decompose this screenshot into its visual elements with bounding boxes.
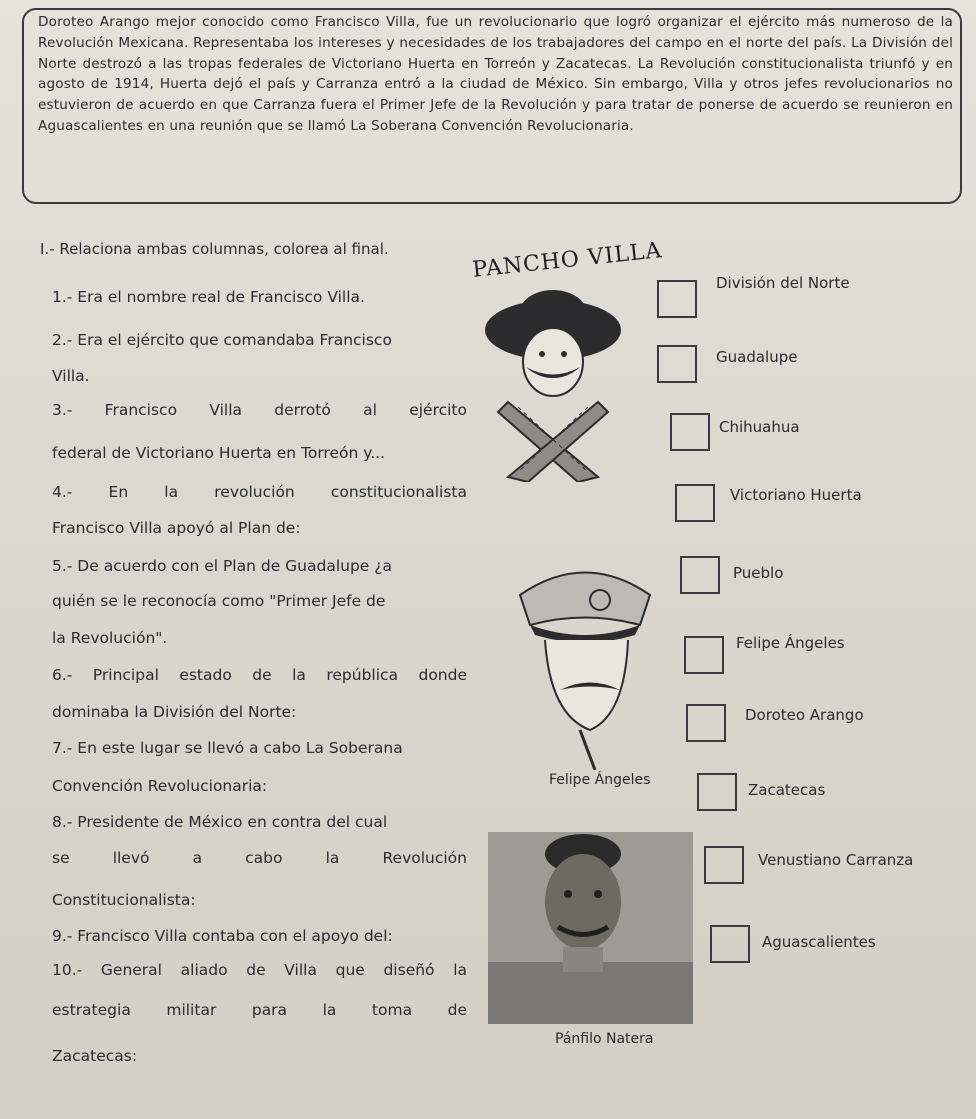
question-8-line-2: se llevó a cabo la Revolución — [52, 849, 467, 867]
question-5-line-3: la Revolución". — [52, 629, 168, 647]
answer-label-4: Victoriano Huerta — [730, 486, 862, 504]
question-7-line-1: 7.- En este lugar se llevó a cabo La Soberana — [52, 739, 403, 757]
answer-box-2[interactable] — [657, 345, 697, 383]
answer-box-6[interactable] — [684, 636, 724, 674]
question-2-line-1: 2.- Era el ejército que comandaba Francisco — [52, 331, 392, 349]
question-2-line-2: Villa. — [52, 367, 90, 385]
angeles-caption: Felipe Ángeles — [549, 772, 651, 788]
answer-label-10: Aguascalientes — [762, 933, 876, 951]
question-9: 9.- Francisco Villa contaba con el apoyo del: — [52, 927, 393, 945]
answer-box-1[interactable] — [657, 280, 697, 318]
intro-paragraph: Doroteo Arango mejor conocido como Francisco Villa, fue un revolucionario que logró organizar el ejército más numeroso de la Revolución Mexicana. Representaba los intereses y necesidades de los trabajadores del campo en el norte del país. La División del Norte destrozó a las tropas federales de Victoriano Huerta en Torreón y Zacatecas. La Revolución constitucionalista triunfó y en agosto de 1914, Huerta dejó el país y Carranza entró a la ciudad de México. Sin embargo, Villa y otros jefes revolucionarios no estuvieron de acuerdo en que Carranza fuera el Primer Jefe de la Revolución y para tratar de ponerse de acuerdo se reunieron en Aguascalientes en una reunión que se llamó La Soberana Convención Revolucionaria. — [38, 14, 953, 134]
question-3-line-2: federal de Victoriano Huerta en Torreón y... — [52, 444, 385, 462]
question-6-line-1: 6.- Principal estado de la república donde — [52, 666, 467, 684]
answer-box-8[interactable] — [697, 773, 737, 811]
felipe-angeles-portrait — [500, 555, 670, 770]
question-7-line-2: Convención Revolucionaria: — [52, 777, 268, 795]
answer-label-3: Chihuahua — [719, 418, 800, 436]
pancho-villa-portrait — [478, 282, 628, 482]
question-5-line-1: 5.- De acuerdo con el Plan de Guadalupe ¿a — [52, 557, 392, 575]
question-4-line-1: 4.- En la revolución constitucionalista — [52, 483, 467, 501]
question-10-line-2: estrategia militar para la toma de — [52, 1001, 467, 1019]
question-4-line-2: Francisco Villa apoyó al Plan de: — [52, 519, 301, 537]
question-1: 1.- Era el nombre real de Francisco Villa. — [52, 288, 365, 306]
answer-box-10[interactable] — [710, 925, 750, 963]
answer-label-9: Venustiano Carranza — [758, 851, 914, 869]
question-10-line-1: 10.- General aliado de Villa que diseñó la — [52, 961, 467, 979]
answer-box-4[interactable] — [675, 484, 715, 522]
answer-label-8: Zacatecas — [748, 781, 826, 799]
panfilo-natera-photo — [488, 832, 693, 1024]
villa-title: PANCHO VILLA — [471, 238, 664, 283]
answer-box-7[interactable] — [686, 704, 726, 742]
answer-label-5: Pueblo — [733, 564, 784, 582]
question-8-line-1: 8.- Presidente de México en contra del cual — [52, 813, 388, 831]
instruction-heading: I.- Relaciona ambas columnas, colorea al final. — [40, 240, 389, 258]
answer-label-2: Guadalupe — [716, 348, 798, 366]
question-5-line-2: quién se le reconocía como "Primer Jefe de — [52, 592, 386, 610]
question-6-line-2: dominaba la División del Norte: — [52, 703, 297, 721]
natera-caption: Pánfilo Natera — [555, 1031, 654, 1047]
answer-box-5[interactable] — [680, 556, 720, 594]
answer-box-9[interactable] — [704, 846, 744, 884]
question-8-line-3: Constitucionalista: — [52, 891, 196, 909]
answer-label-6: Felipe Ángeles — [736, 634, 845, 652]
question-3-line-1: 3.- Francisco Villa derrotó al ejército — [52, 401, 467, 419]
answer-box-3[interactable] — [670, 413, 710, 451]
answer-label-1: División del Norte — [716, 274, 850, 292]
answer-label-7: Doroteo Arango — [745, 706, 864, 724]
question-10-line-3: Zacatecas: — [52, 1047, 138, 1065]
